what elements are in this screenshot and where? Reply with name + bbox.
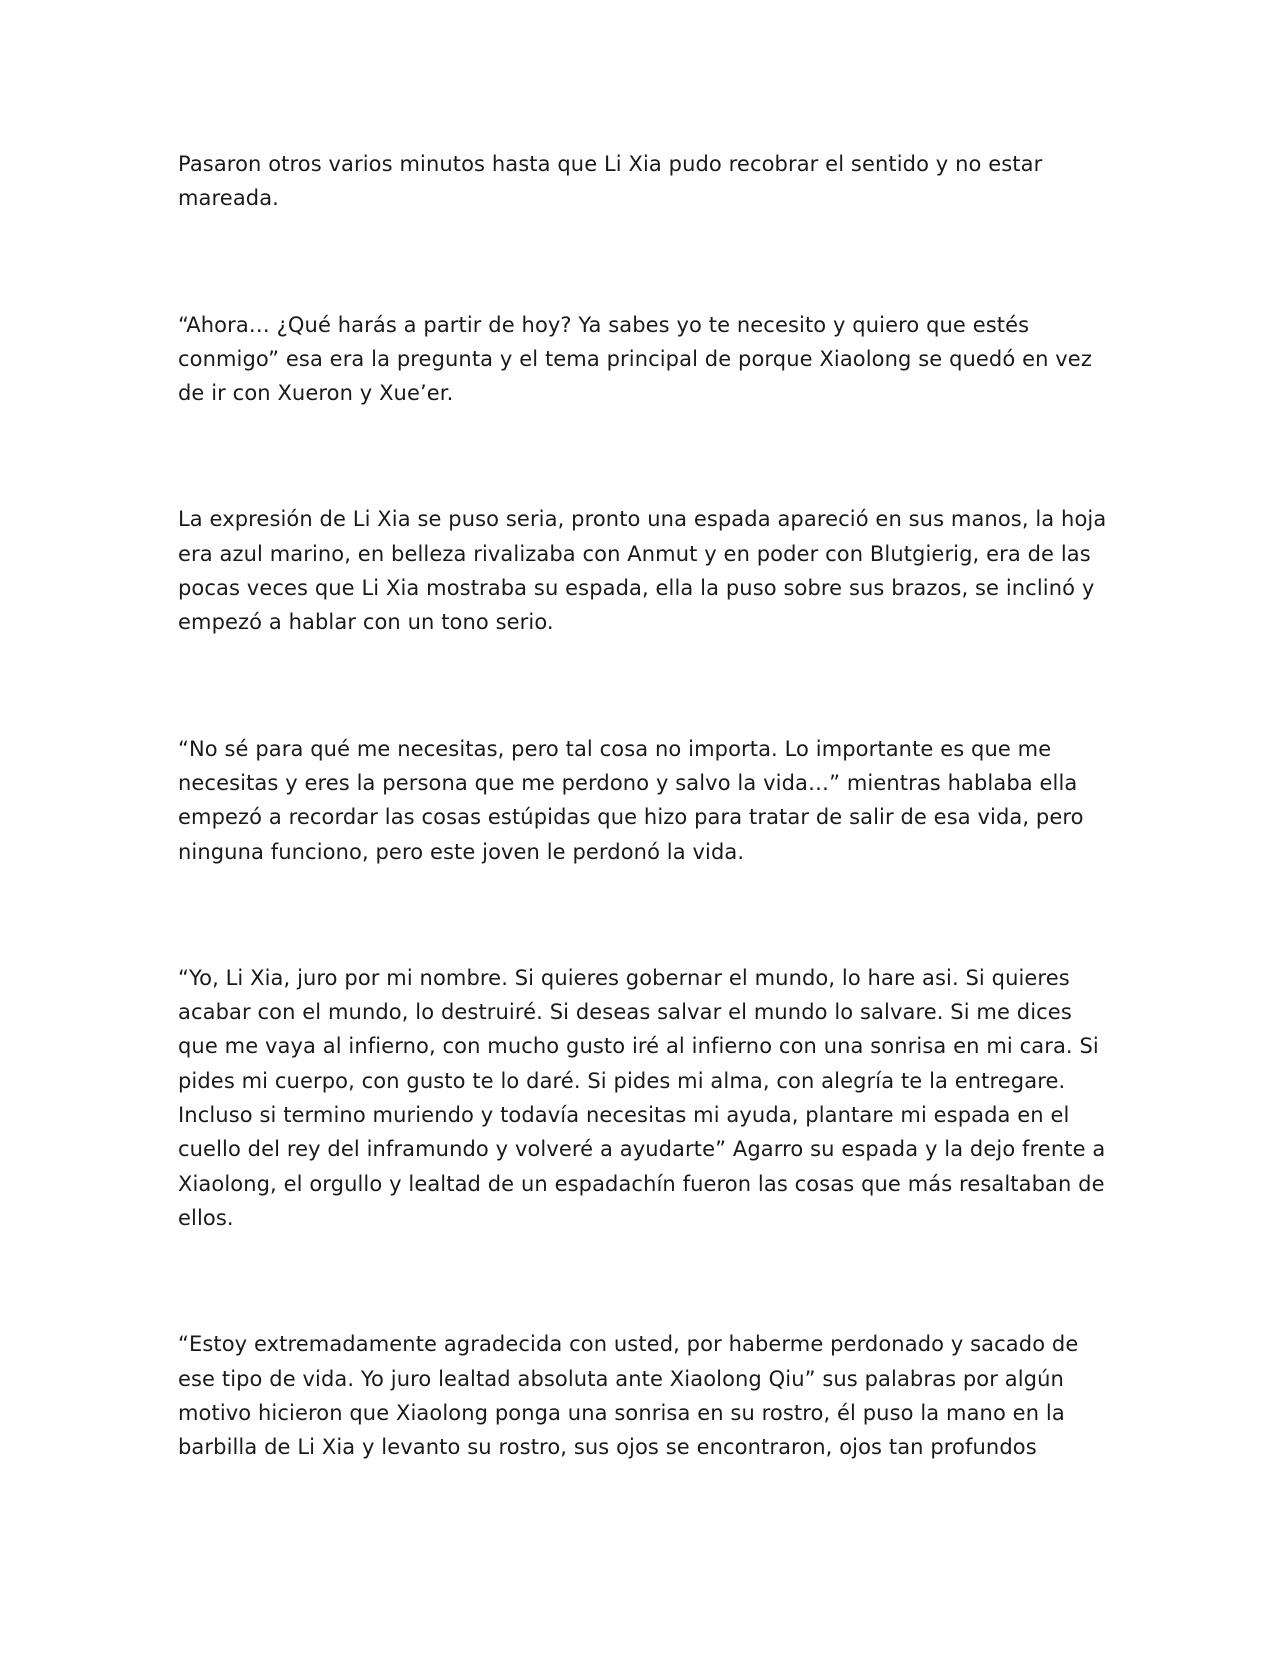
document-body [178,147,1108,1464]
paragraph-2: “Ahora… ¿Qué harás a partir de hoy? Ya sabes yo te necesito y quiero que estés conmigo” esa era la pregunta y el tema principal de porque Xiaolong se quedó en vez de ir con Xueron y Xue’er. [178,312,1092,406]
paragraph-5: “Yo, Li Xia, juro por mi nombre. Si quieres gobernar el mundo, lo hare asi. Si quieres acabar con el mundo, lo destruiré. Si deseas salvar el mundo lo salvare. Si me dices que me vaya al infierno, con mucho gusto iré al infierno con una sonrisa en mi cara. Si pides mi cuerpo, con gusto te lo daré. Si pides mi alma, con alegría te la entregare. Incluso si termino muriendo y todavía necesitas mi ayuda, plantare mi espada en el cuello del rey del inframundo y volveré a ayudarte” Agarro su espada y la dejo frente a Xiaolong, el orgullo y lealtad de un espadachín fueron las cosas que más resaltaban de ellos. [178,965,1106,1230]
paragraph-3: La expresión de Li Xia se puso seria, pronto una espada apareció en sus manos, la hoja era azul marino, en belleza rivalizaba con Anmut y en poder con Blutgierig, era de las pocas veces que Li Xia mostraba su espada, ella la puso sobre sus brazos, se inclinó y empezó a hablar con un tono serio. [178,507,1107,635]
paragraph-6: “Estoy extremadamente agradecida con usted, por haberme perdonado y sacado de ese tipo de vida. Yo juro lealtad absoluta ante Xiaolong Qiu” sus palabras por algún motivo hicieron que Xiaolong ponga una sonrisa en su rostro, él puso la mano en la barbilla de Li Xia y levanto su rostro, sus ojos se encontraron, ojos tan profundos [178,1332,1079,1460]
paragraph-1: Pasaron otros varios minutos hasta que Li Xia pudo recobrar el sentido y no estar mareada. [178,152,1043,211]
paragraph-4: “No sé para qué me necesitas, pero tal cosa no importa. Lo importante es que me necesitas y eres la persona que me perdono y salvo la vida…” mientras hablaba ella empezó a recordar las cosas estúpidas que hizo para tratar de salir de esa vida, pero ninguna funciono, pero este joven le perdonó la vida. [178,736,1084,864]
